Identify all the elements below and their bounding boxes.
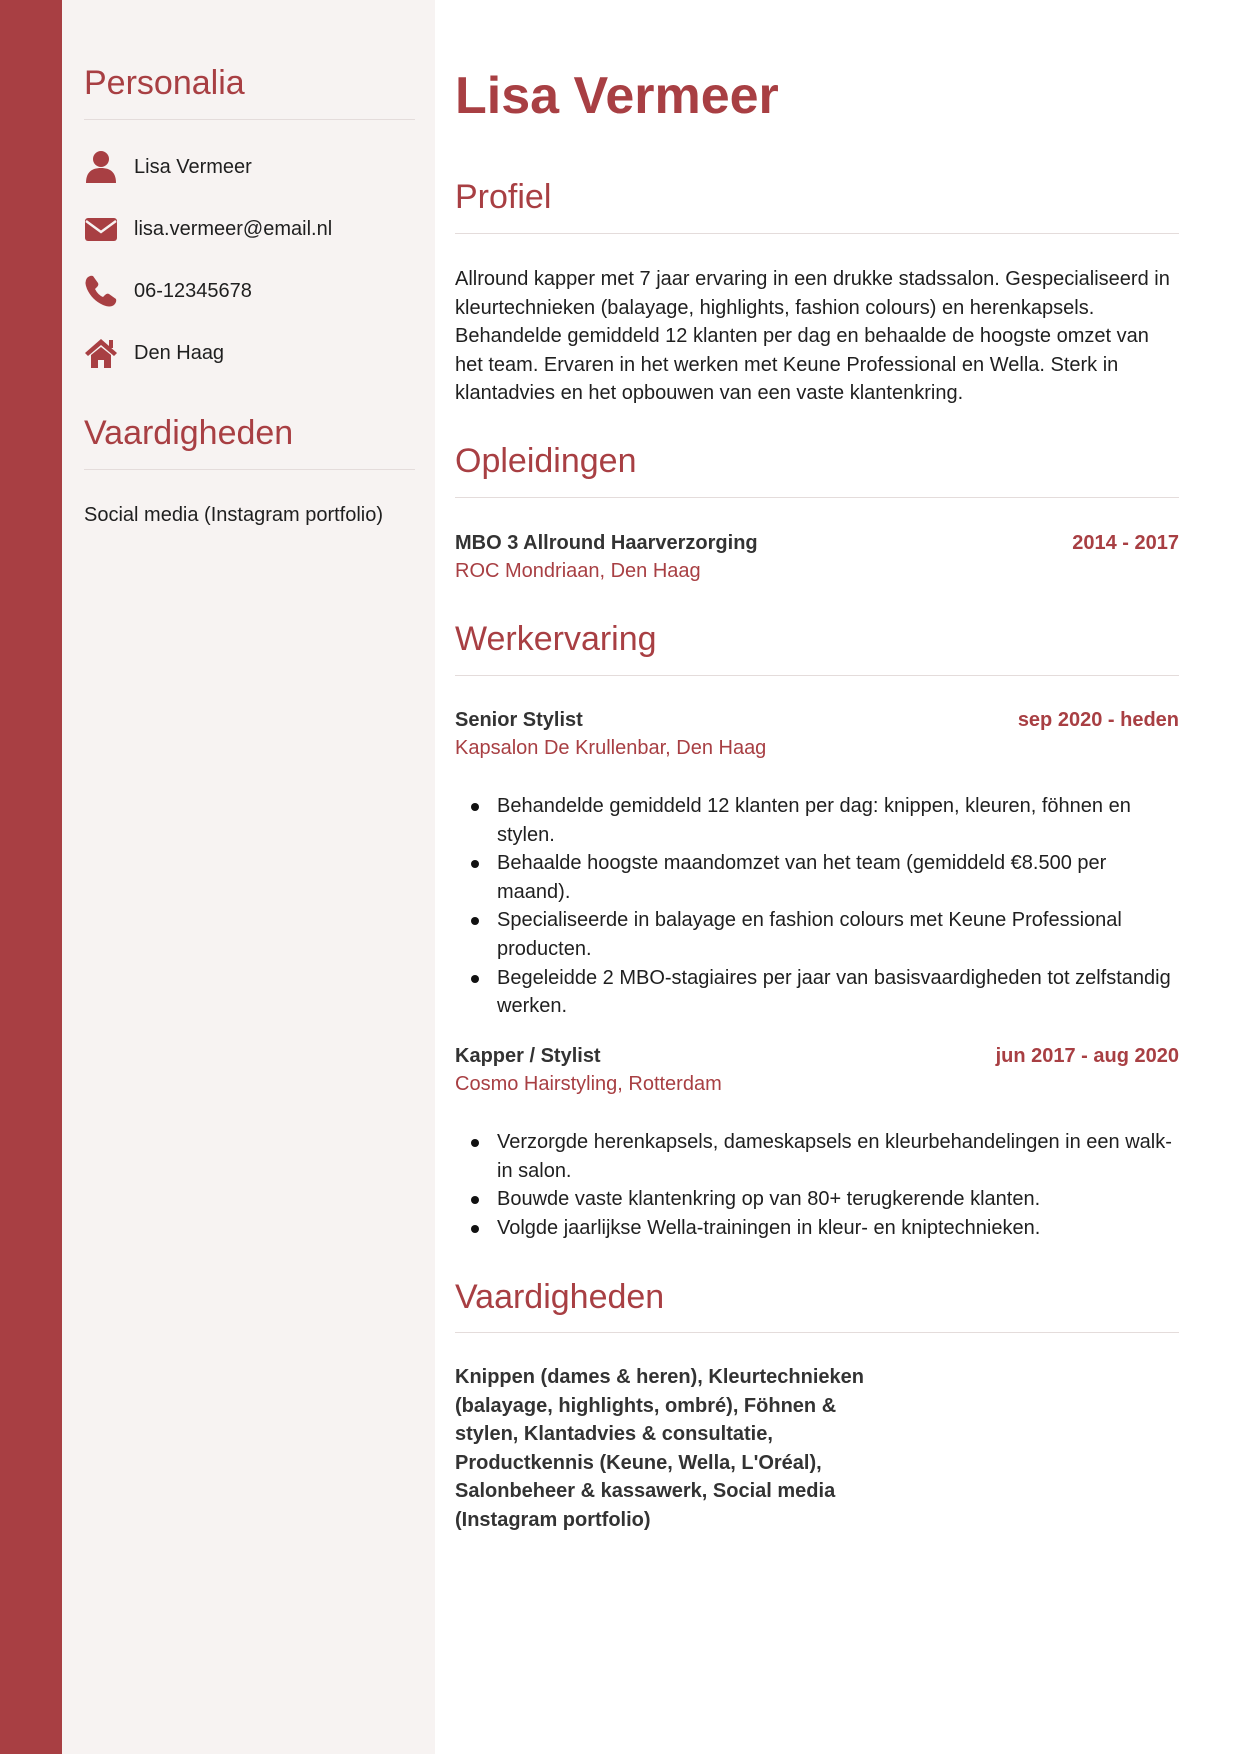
sidebar-skill-item: Social media (Instagram portfolio)	[84, 504, 384, 526]
contact-name	[84, 150, 415, 186]
sidebar	[62, 0, 435, 1754]
sidebar-skills-divider	[84, 469, 415, 470]
education-heading: Opleidingen	[455, 442, 637, 480]
contact-city-text: Den Haag	[134, 342, 225, 364]
job-title: Kapper / Stylist	[455, 1045, 601, 1067]
education-dates: 2014 - 2017	[1072, 532, 1179, 554]
job-bullets	[455, 1128, 1179, 1242]
job-bullets	[455, 792, 1179, 1021]
job-bullet: Begeleidde 2 MBO-stagiaires per jaar van basisvaardigheden tot zelfstandig werken.	[497, 964, 1179, 1021]
job-bullet: Bouwde vaste klantenkring op van 80+ terugkerende klanten.	[497, 1185, 1179, 1214]
skills-heading: Vaardigheden	[455, 1278, 665, 1316]
sidebar-skills-heading: Vaardigheden	[84, 414, 294, 452]
experience-heading: Werkervaring	[455, 620, 657, 658]
accent-stripe	[0, 0, 62, 1754]
job-bullet: Behandelde gemiddeld 12 klanten per dag: knippen, kleuren, föhnen en stylen.	[497, 792, 1179, 849]
contact-city	[84, 336, 415, 372]
contact-name-text: Lisa Vermeer	[134, 156, 252, 178]
contact-email	[84, 212, 415, 248]
profile-divider	[455, 233, 1179, 234]
education-institution: ROC Mondriaan, Den Haag	[455, 560, 701, 582]
job-company: Cosmo Hairstyling, Rotterdam	[455, 1073, 722, 1095]
envelope-icon	[84, 212, 118, 246]
contact-phone-text: 06-12345678	[134, 280, 252, 302]
personalia-heading: Personalia	[84, 64, 245, 102]
profile-heading: Profiel	[455, 178, 552, 216]
candidate-name: Lisa Vermeer	[455, 67, 779, 125]
contact-phone	[84, 274, 415, 310]
phone-icon	[84, 274, 118, 308]
education-divider	[455, 497, 1179, 498]
job-bullet: Volgde jaarlijkse Wella-trainingen in kleur- en kniptechnieken.	[497, 1214, 1179, 1243]
person-icon	[84, 150, 118, 184]
home-icon	[84, 336, 118, 370]
contact-email-text: lisa.vermeer@email.nl	[134, 218, 333, 240]
job-bullet: Verzorgde herenkapsels, dameskapsels en kleurbehandelingen in een walk-in salon.	[497, 1128, 1179, 1185]
profile-text: Allround kapper met 7 jaar ervaring in een drukke stadssalon. Gespecialiseerd in kleurtechnieken (balayage, highlights, fashion colours) en herenkapsels. Behandelde gemiddeld 12 klanten per dag en behaalde de hoogste omzet van het team. Ervaren in het werken met Keune Professional en Wella. Sterk in klantadvies en het opbouwen van een vaste klantenkring.	[455, 268, 1170, 405]
education-title: MBO 3 Allround Haarverzorging	[455, 532, 758, 554]
skills-text: Knippen (dames & heren), Kleurtechnieken (balayage, highlights, ombré), Föhnen & stylen, Klantadvies & consultatie, Productkennis (Keune, Wella, L'Oréal), Salonbeheer & kassawerk, Social media (Instagram portfolio)	[455, 1366, 864, 1531]
job-dates: jun 2017 - aug 2020	[995, 1045, 1179, 1067]
job-bullet: Behaalde hoogste maandomzet van het team (gemiddeld €8.500 per maand).	[497, 849, 1179, 906]
job-company: Kapsalon De Krullenbar, Den Haag	[455, 737, 767, 759]
job-title: Senior Stylist	[455, 709, 583, 731]
personalia-divider	[84, 119, 415, 120]
skills-divider	[455, 1332, 1179, 1333]
job-bullet: Specialiseerde in balayage en fashion colours met Keune Professional producten.	[497, 906, 1179, 963]
job-dates: sep 2020 - heden	[1017, 709, 1179, 731]
experience-divider	[455, 675, 1179, 676]
